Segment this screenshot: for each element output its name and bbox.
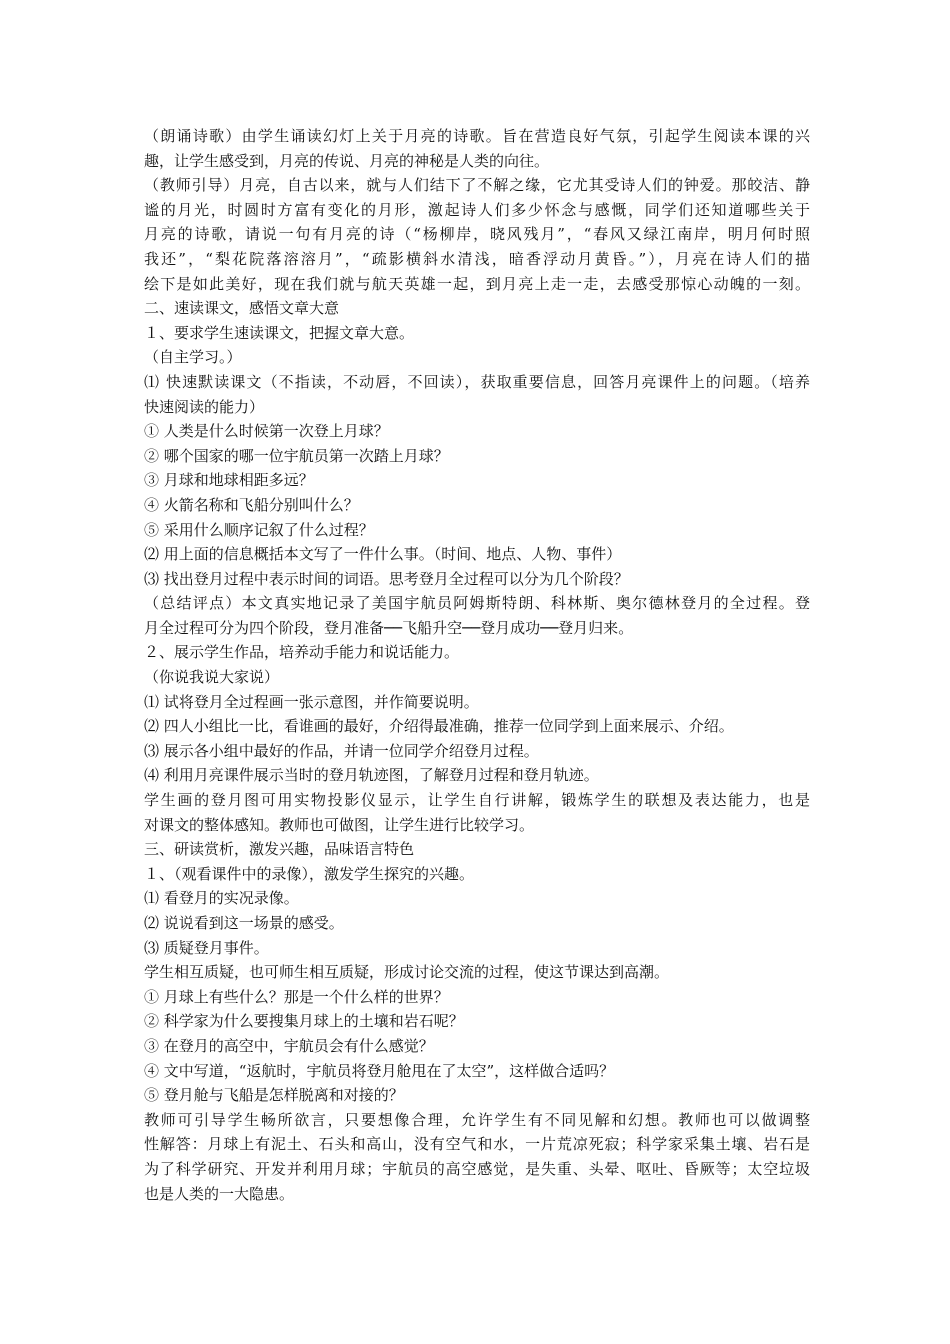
text-line: ⑵ 四人小组比一比，看谁画的最好，介绍得最准确，推荐一位同学到上面来展示、介绍。 — [144, 717, 734, 736]
text-line: ① 月球上有些什么？那是一个什么样的世界？ — [144, 987, 449, 1006]
text-line: 教师可引导学生畅所欲言，只要想像合理，允许学生有不同见解和幻想。教师也可以做调整 — [144, 1110, 810, 1129]
text-line: （你说我说大家说） — [144, 668, 280, 687]
text-line: ⑶ 质疑登月事件。 — [144, 938, 269, 957]
text-line: ⑴ 看登月的实况录像。 — [144, 889, 299, 908]
text-line: 学生画的登月图可用实物投影仪显示，让学生自行讲解，锻炼学生的联想及表达能力，也是 — [144, 791, 810, 810]
text-line: ⑴ 快速默读课文（不指读，不动唇，不回读），获取重要信息，回答月亮课件上的问题。（培养 — [144, 372, 810, 391]
text-line: ⑤ 登月舱与飞船是怎样脱离和对接的？ — [144, 1086, 404, 1105]
text-line: 月全过程可分为四个阶段，登月准备──飞船升空──登月成功──登月归来。 — [144, 618, 634, 637]
text-line: 趣，让学生感受到，月亮的传说、月亮的神秘是人类的向往。 — [144, 151, 550, 170]
text-line: 也是人类的一大隐患。 — [144, 1184, 295, 1203]
text-line: ⑷ 利用月亮课件展示当时的登月轨迹图，了解登月过程和登月轨迹。 — [144, 766, 599, 785]
text-line: 为了科学研究、开发并利用月球；宇航员的高空感觉，是失重、头晕、呕吐、昏厥等；太空垃圾 — [144, 1159, 810, 1178]
text-line: ③ 在登月的高空中，宇航员会有什么感觉？ — [144, 1036, 434, 1055]
text-line: ③ 月球和地球相距多远？ — [144, 471, 314, 490]
text-line: 月亮的诗歌，请说一句有月亮的诗（“杨柳岸，晓风残月”，“春风又绿江南岸，明月何时照 — [144, 225, 810, 244]
document-page — [144, 124, 810, 1206]
text-line: 二、速读课文，感悟文章大意 — [144, 299, 340, 318]
text-line: ① 人类是什么时候第一次登上月球？ — [144, 422, 389, 441]
text-line: ⑶ 展示各小组中最好的作品，并请一位同学介绍登月过程。 — [144, 741, 539, 760]
text-line: ⑴ 试将登月全过程画一张示意图，并作简要说明。 — [144, 692, 479, 711]
text-line: （自主学习。） — [144, 348, 242, 367]
text-line: 谧的月光，时圆时方富有变化的月形，激起诗人们多少怀念与感慨，同学们还知道哪些关于 — [144, 200, 810, 219]
text-line: 我还”，“梨花院落溶溶月”，“疏影横斜水清浅，暗香浮动月黄昏。”），月亮在诗人们的描 — [144, 249, 810, 268]
text-line: ２、展示学生作品，培养动手能力和说话能力。 — [144, 643, 460, 662]
text-line: 对课文的整体感知。教师也可做图，让学生进行比较学习。 — [144, 815, 535, 834]
text-line: （教师引导）月亮，自古以来，就与人们结下了不解之缘，它尤其受诗人们的钟爱。那皎洁、静 — [144, 176, 810, 195]
text-line: ⑤ 采用什么顺序记叙了什么过程？ — [144, 520, 374, 539]
text-line: ② 哪个国家的哪一位宇航员第一次踏上月球？ — [144, 446, 449, 465]
text-line: 绘下是如此美好，现在我们就与航天英雄一起，到月亮上走一走，去感受那惊心动魄的一刻。 — [144, 274, 810, 293]
text-line: ⑶ 找出登月过程中表示时间的词语。思考登月全过程可以分为几个阶段？ — [144, 569, 629, 588]
text-line: 性解答：月球上有泥土、石头和高山，没有空气和水，一片荒凉死寂；科学家采集土壤、岩石是 — [144, 1135, 810, 1154]
text-line: １、要求学生速读课文，把握文章大意。 — [144, 323, 415, 342]
text-line: １、（观看课件中的录像），激发学生探究的兴趣。 — [144, 864, 475, 883]
text-line: ⑵ 说说看到这一场景的感受。 — [144, 914, 344, 932]
text-line: 快速阅读的能力） — [144, 397, 265, 416]
text-line: 学生相互质疑，也可师生相互质疑，形成讨论交流的过程，使这节课达到高潮。 — [144, 963, 670, 982]
text-line: 三、研读赏析，激发兴趣，品味语言特色 — [144, 840, 415, 859]
text-line: ⑵ 用上面的信息概括本文写了一件什么事。（时间、地点、人物、事件） — [144, 545, 622, 564]
text-line: ④ 文中写道，“返航时，宇航员将登月舱甩在了太空”，这样做合适吗？ — [144, 1061, 615, 1080]
text-line: ② 科学家为什么要搜集月球上的土壤和岩石呢？ — [144, 1012, 464, 1031]
text-line: （朗诵诗歌）由学生诵读幻灯上关于月亮的诗歌。旨在营造良好气氛，引起学生阅读本课的兴 — [144, 127, 810, 145]
text-line: （总结评点）本文真实地记录了美国宇航员阿姆斯特朗、科林斯、奥尔德林登月的全过程。登 — [144, 594, 810, 613]
text-line: ④ 火箭名称和飞船分别叫什么？ — [144, 495, 359, 514]
